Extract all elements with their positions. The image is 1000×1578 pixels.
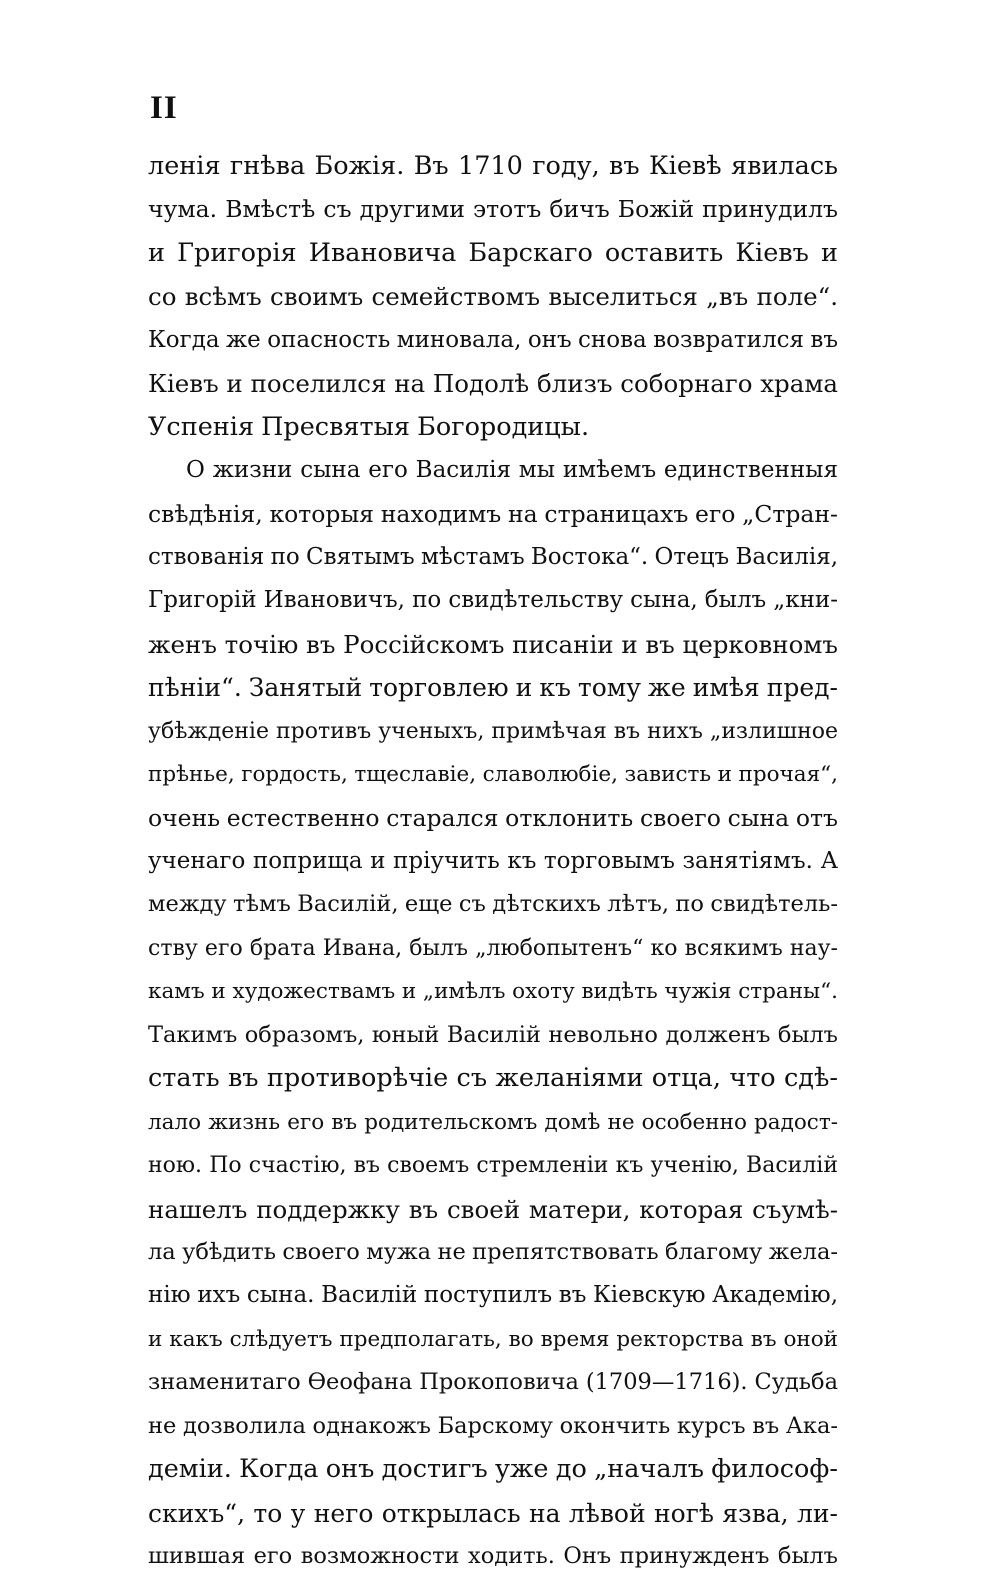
text-line: не дозволила однакожъ Барскому окончить курсъ въ Ака- [148,1412,838,1439]
text-line: О жизни сына его Василія мы имѣемъ единственныя [186,457,838,484]
text-line: прѣнье, гордость, тщеславіе, славолюбіе, зависть и прочая“, [148,762,838,788]
text-line: лало жизнь его въ родительскомъ домѣ не особенно радост- [148,1109,838,1135]
text-line: между тѣмъ Василій, еще съ дѣтскихъ лѣтъ, по свидѣтель- [148,891,838,918]
text-line: чума. Вмѣстѣ съ другими этотъ бичъ Божій принудилъ [148,195,838,224]
text-line: и какъ слѣдуетъ предполагать, во время ректорства въ оной [148,1326,838,1352]
text-line: ленія гнѣва Божія. Въ 1710 году, въ Кіевѣ явилась [148,151,838,181]
text-line: и Григорія Ивановича Барскаго оставить Кіевъ и [148,237,838,268]
text-line: скихъ“, то у него открылась на лѣвой ногѣ язва, ли- [148,1498,838,1528]
text-line: убѣжденіе противъ ученыхъ, примѣчая въ нихъ „излишное [148,718,838,744]
text-line: Когда же опасность миновала, онъ снова возвратился въ [148,326,838,353]
text-line: ствованія по Святымъ мѣстамъ Востока“. Отецъ Василія, [148,543,839,570]
text-line: Григорій Ивановичъ, по свидѣтельству сына, былъ „кни- [148,587,838,614]
text-line: деміи. Когда онъ достигъ уже до „началъ философ- [148,1454,838,1485]
text-line: ству его брата Ивана, былъ „любопытенъ“ ко всякимъ нау- [148,935,838,961]
page-number: II [150,90,178,126]
text-line: очень естественно старался отклонить своего сына отъ [148,803,838,832]
text-line: пѣніи“. Занятый торговлею и къ тому же имѣя пред- [148,673,838,703]
text-line: Успенія Пресвятыя Богородицы. [148,411,590,442]
text-line: шившая его возможности ходить. Онъ принужденъ былъ [148,1543,838,1569]
text-line: стать въ противорѣчіе съ желаніями отца, что сдѣ- [148,1063,838,1094]
text-line: нію ихъ сына. Василій поступилъ въ Кіевскую Академію, [148,1282,838,1309]
text-line: ученаго поприща и пріучить къ торговымъ занятіямъ. А [148,848,838,874]
text-line: камъ и художествамъ и „имѣлъ охоту видѣть чужія страны“. [148,979,838,1005]
text-line: Кіевъ и поселился на Подолѣ близъ соборнаго храма [148,369,838,399]
text-line: ла убѣдить своего мужа не препятствовать благому жела- [148,1238,838,1265]
text-line: ною. По счастію, въ своемъ стремленіи къ ученію, Василій [148,1153,838,1179]
text-line: знаменитаго Ѳеофана Прокоповича (1709—1716). Судьба [148,1369,838,1396]
text-line: Такимъ образомъ, юный Василій невольно долженъ былъ [148,1021,838,1048]
text-line: женъ точію въ Россійскомъ писаніи и въ церковномъ [148,629,838,659]
text-line: со всѣмъ своимъ семействомъ выселиться „въ поле“. [148,282,838,312]
body-text [148,145,838,1578]
text-line: свѣдѣнія, которыя находимъ на страницахъ его „Стран- [148,499,838,528]
text-line: нашелъ поддержку въ своей матери, которая съумѣ- [148,1194,838,1224]
